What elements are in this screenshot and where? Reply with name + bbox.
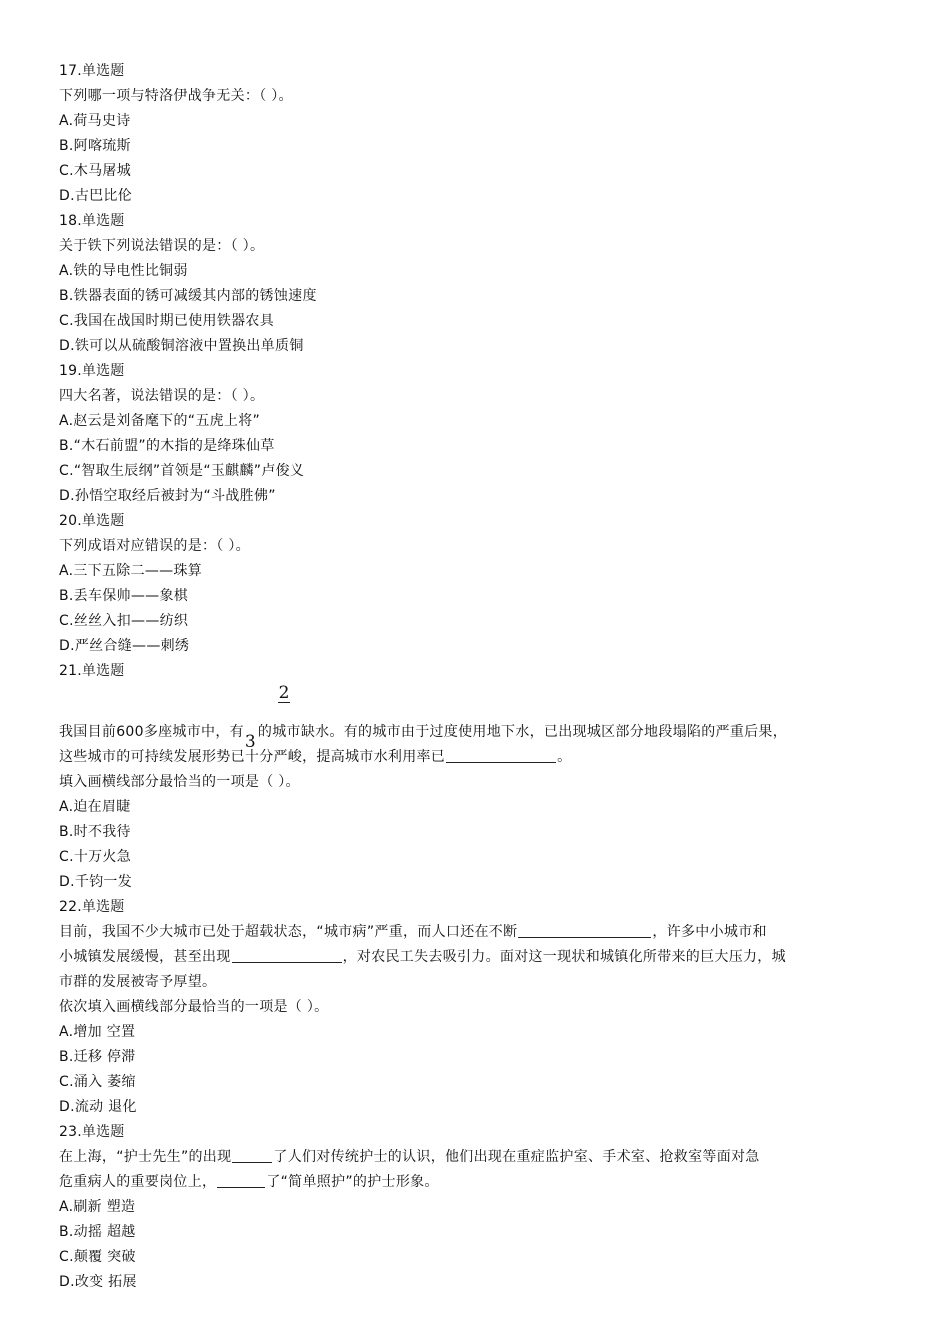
- question-23: [59, 1120, 909, 1295]
- option-c: C.十万火急: [59, 849, 132, 865]
- option-d: D.古巴比伦: [59, 188, 133, 204]
- question-stem: 填入画横线部分最恰当的一项是（ ）。: [59, 774, 300, 790]
- option-a: A.迫在眉睫: [59, 799, 131, 815]
- passage-text: 的城市缺水。有的城市由于过度使用地下水，已出现城区部分地段塌陷的严重后果，: [257, 724, 788, 740]
- passage-line-1: [59, 920, 909, 945]
- passage-line-2: [59, 1170, 909, 1195]
- option-b: B.迁移 停滞: [59, 1049, 136, 1065]
- fraction: [277, 684, 291, 703]
- passage-text: 我国目前600多座城市中，有: [59, 724, 244, 740]
- fraction-row: [59, 684, 909, 720]
- passage-text: ，对农民工失去吸引力。面对这一现状和城镇化所带来的巨大压力，城: [342, 949, 786, 965]
- fraction-denominator: 3: [244, 732, 257, 752]
- passage-line-2: [59, 945, 909, 970]
- option-c: C.我国在战国时期已使用铁器农具: [59, 313, 275, 329]
- question-18: [59, 209, 909, 359]
- question-stem: 下列哪一项与特洛伊战争无关：（ ）。: [59, 88, 293, 104]
- question-19: [59, 359, 909, 509]
- option-d: D.流动 退化: [59, 1099, 137, 1115]
- question-stem: 下列成语对应错误的是：（ ）。: [59, 538, 250, 554]
- option-c: C.涌入 萎缩: [59, 1074, 136, 1090]
- option-a: A.刷新 塑造: [59, 1199, 136, 1215]
- option-a: A.荷马史诗: [59, 113, 131, 129]
- option-d: D.千钧一发: [59, 874, 133, 890]
- answer-blank: [518, 922, 651, 938]
- question-20: [59, 509, 909, 659]
- passage-text: 这些城市的可持续发展形势已十分严峻，提高城市水利用率已: [59, 749, 446, 765]
- question-number: 22.单选题: [59, 899, 125, 915]
- answer-blank: [446, 747, 556, 763]
- passage-text: 了“简单照护”的护士形象。: [266, 1174, 439, 1190]
- option-b: B.丢车保帅——象棋: [59, 588, 189, 604]
- option-a: A.赵云是刘备麾下的“五虎上将”: [59, 413, 261, 429]
- answer-blank: [232, 947, 342, 963]
- option-a: A.铁的导电性比铜弱: [59, 263, 188, 279]
- question-22: [59, 895, 909, 1120]
- option-c: C.“智取生辰纲”首领是“玉麒麟”卢俊义: [59, 463, 305, 479]
- option-b: B.时不我待: [59, 824, 131, 840]
- option-b: B.铁器表面的锈可减缓其内部的锈蚀速度: [59, 288, 317, 304]
- option-d: D.严丝合缝——刺绣: [59, 638, 190, 654]
- passage-text: ，许多中小城市和: [652, 924, 767, 940]
- option-c: C.丝丝入扣——纺织: [59, 613, 189, 629]
- question-number: 23.单选题: [59, 1124, 125, 1140]
- option-a: A.三下五除二——珠算: [59, 563, 203, 579]
- passage-line-1: [59, 1145, 909, 1170]
- fraction-numerator: 2: [278, 683, 290, 703]
- answer-blank: [232, 1147, 272, 1163]
- question-stem: 依次填入画横线部分最恰当的一项是（ ）。: [59, 999, 329, 1015]
- passage-line-1: [59, 720, 909, 752]
- answer-blank: [217, 1172, 265, 1188]
- passage-text: 小城镇发展缓慢，甚至出现: [59, 949, 231, 965]
- option-b: B.动摇 超越: [59, 1224, 136, 1240]
- option-a: A.增加 空置: [59, 1024, 136, 1040]
- question-21: [59, 659, 909, 895]
- question-stem: 关于铁下列说法错误的是：（ ）。: [59, 238, 265, 254]
- question-number: 19.单选题: [59, 363, 125, 379]
- passage-line-2: [59, 745, 909, 770]
- option-b: B.“木石前盟”的木指的是绛珠仙草: [59, 438, 275, 454]
- question-number: 21.单选题: [59, 663, 125, 679]
- question-number: 17.单选题: [59, 63, 125, 79]
- question-stem: 四大名著，说法错误的是：（ ）。: [59, 388, 265, 404]
- option-d: D.改变 拓展: [59, 1274, 137, 1290]
- passage-text: 目前，我国不少大城市已处于超载状态，“城市病”严重，而人口还在不断: [59, 924, 518, 940]
- option-d: D.铁可以从硫酸铜溶液中置换出单质铜: [59, 338, 304, 354]
- option-c: C.颠覆 突破: [59, 1249, 136, 1265]
- exam-page: [59, 59, 909, 1295]
- option-c: C.木马屠城: [59, 163, 132, 179]
- passage-text: 危重病人的重要岗位上，: [59, 1174, 217, 1190]
- option-b: B.阿喀琉斯: [59, 138, 131, 154]
- question-17: [59, 59, 909, 209]
- question-number: 18.单选题: [59, 213, 125, 229]
- passage-text: 。: [557, 749, 572, 765]
- option-d: D.孙悟空取经后被封为“斗战胜佛”: [59, 488, 276, 504]
- passage-line-3: 市群的发展被寄予厚望。: [59, 974, 217, 990]
- passage-text: 在上海，“护士先生”的出现: [59, 1149, 232, 1165]
- passage-text: 了人们对传统护士的认识，他们出现在重症监护室、手术室、抢救室等面对急: [273, 1149, 760, 1165]
- question-number: 20.单选题: [59, 513, 125, 529]
